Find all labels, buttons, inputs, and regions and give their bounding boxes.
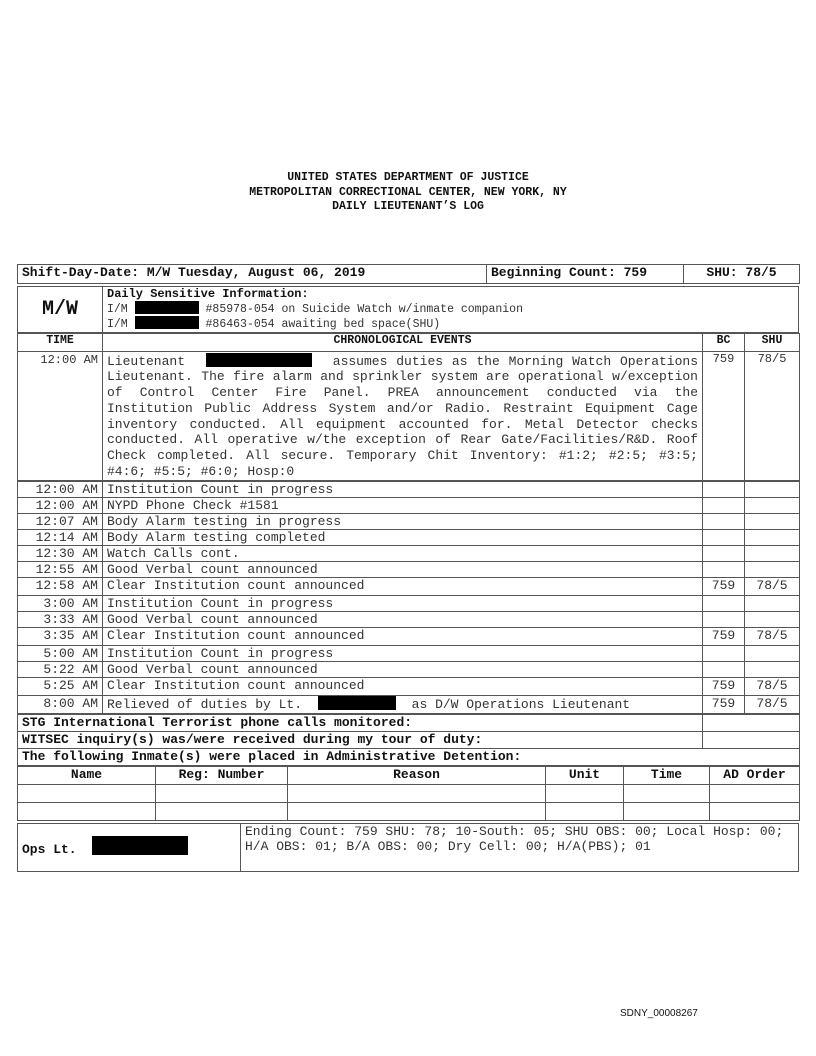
- table-row: [18, 645, 800, 661]
- ad-empty-row: [18, 784, 800, 802]
- document-header: [0, 171, 816, 215]
- event-shu: [745, 561, 800, 577]
- header-facility: METROPOLITAN CORRECTIONAL CENTER, NEW YORK, NY: [249, 185, 567, 199]
- event-description: Good Verbal count announced: [103, 561, 703, 577]
- event-description: Clear Institution count announced: [103, 577, 703, 595]
- event-time: 8:00 AM: [18, 695, 103, 713]
- redaction-block: [318, 696, 396, 710]
- col-events: CHRONOLOGICAL EVENTS: [103, 333, 703, 351]
- stg-note: STG International Terrorist phone calls monitored:: [18, 714, 703, 731]
- table-row: [18, 627, 800, 645]
- event-description: Watch Calls cont.: [103, 545, 703, 561]
- log-form: [17, 264, 799, 872]
- event-shu: 78/5: [745, 695, 800, 713]
- sensitive-line: I/M #85978-054 on Suicide Watch w/inmate companion: [107, 302, 523, 316]
- event-time: 5:22 AM: [18, 661, 103, 677]
- notes-table: [17, 714, 800, 766]
- event-time: 12:00 AM: [18, 481, 103, 497]
- event-time: 12:30 AM: [18, 545, 103, 561]
- event-bc: [703, 497, 745, 513]
- event-time: 3:00 AM: [18, 595, 103, 611]
- sensitive-line: I/M #86463-054 awaiting bed space(SHU): [107, 318, 441, 331]
- event-time: 3:33 AM: [18, 611, 103, 627]
- ad-note: The following Inmate(s) were placed in Administrative Detention:: [18, 748, 800, 765]
- event-description: Body Alarm testing completed: [103, 529, 703, 545]
- event-shu: [745, 645, 800, 661]
- redaction-block: [135, 301, 199, 314]
- event-description: Lieutenant assumes duties as the Morning Watch Operations Lieutenant. The fire alarm and sprinkler system are operational w/exception of Control Center Fire Panel. PREA announcement conducted via the Institution Public Address System and/or Radio. Restraint Equipment Cage inventory conducted. All equipment accounted for. Metal Detector checks conducted. All operative w/the exception of Rear Gate/Facilities/R&D. Roof Check completed. All secure. Temporary Chit Inventory: #1:2; #2:5; #3:5; #4:6; #5:5; #6:0; Hosp:0: [103, 351, 703, 480]
- table-row: [18, 661, 800, 677]
- ad-col-unit: Unit: [546, 766, 624, 784]
- table-row: [18, 529, 800, 545]
- table-row: [18, 351, 800, 480]
- col-time: TIME: [18, 333, 103, 351]
- sensitive-info: [17, 286, 799, 333]
- event-shu: [745, 481, 800, 497]
- event-bc: [703, 545, 745, 561]
- event-description: Clear Institution count announced: [103, 677, 703, 695]
- event-shu: [745, 611, 800, 627]
- event-shu: [745, 497, 800, 513]
- event-time: 5:25 AM: [18, 677, 103, 695]
- ad-col-reason: Reason: [288, 766, 546, 784]
- event-shu: 78/5: [745, 351, 800, 480]
- event-description: Good Verbal count announced: [103, 661, 703, 677]
- event-bc: [703, 513, 745, 529]
- event-time: 12:55 AM: [18, 561, 103, 577]
- event-description: Institution Count in progress: [103, 645, 703, 661]
- shift-code: M/W: [18, 287, 103, 333]
- redaction-block: [206, 353, 312, 367]
- event-bc: 759: [703, 577, 745, 595]
- ad-empty-row: [18, 802, 800, 820]
- event-shu: 78/5: [745, 577, 800, 595]
- events-table: [17, 333, 800, 481]
- redaction-block: [92, 836, 188, 855]
- event-bc: 759: [703, 351, 745, 480]
- event-shu: [745, 661, 800, 677]
- table-row: [18, 497, 800, 513]
- event-description: Institution Count in progress: [103, 595, 703, 611]
- col-bc: BC: [703, 333, 745, 351]
- col-shu: SHU: [745, 333, 800, 351]
- event-time: 12:14 AM: [18, 529, 103, 545]
- table-row: [18, 561, 800, 577]
- table-row: [18, 677, 800, 695]
- ops-lt: [18, 823, 241, 871]
- table-row: [18, 481, 800, 497]
- ending-count: Ending Count: 759 SHU: 78; 10-South: 05; SHU OBS: 00; Local Hosp: 00; H/A OBS: 01; B/A OBS: 00; Dry Cell: 00; H/A(PBS); 01: [241, 823, 799, 871]
- event-bc: [703, 561, 745, 577]
- event-bc: 759: [703, 695, 745, 713]
- event-description: Body Alarm testing in progress: [103, 513, 703, 529]
- summary-row: [17, 264, 800, 284]
- bates-number: SDNY_00008267: [620, 1008, 698, 1019]
- table-row: [18, 545, 800, 561]
- event-shu: 78/5: [745, 677, 800, 695]
- event-bc: 759: [703, 627, 745, 645]
- shu-count: SHU: 78/5: [684, 265, 800, 284]
- event-description: Clear Institution count announced: [103, 627, 703, 645]
- event-description: Relieved of duties by Lt. as D/W Operations Lieutenant: [103, 695, 703, 713]
- event-time: 3:35 AM: [18, 627, 103, 645]
- header-log-title: DAILY LIEUTENANT’S LOG: [332, 200, 484, 213]
- table-row: [18, 695, 800, 713]
- ad-col-name: Name: [18, 766, 156, 784]
- ad-col-time: Time: [624, 766, 710, 784]
- event-bc: 759: [703, 677, 745, 695]
- event-time: 12:00 AM: [18, 497, 103, 513]
- event-bc: [703, 481, 745, 497]
- event-time: 12:58 AM: [18, 577, 103, 595]
- event-bc: [703, 611, 745, 627]
- shift-day-date: Shift-Day-Date: M/W Tuesday, August 06, 2019: [18, 265, 487, 284]
- table-row: [18, 611, 800, 627]
- ops-table: [17, 823, 799, 872]
- header-agency: UNITED STATES DEPARTMENT OF JUSTICE: [287, 171, 529, 184]
- sensitive-title: Daily Sensitive Information:: [107, 287, 309, 301]
- ad-table: [17, 766, 800, 821]
- event-bc: [703, 595, 745, 611]
- event-bc: [703, 645, 745, 661]
- event-description: Institution Count in progress: [103, 481, 703, 497]
- event-description: NYPD Phone Check #1581: [103, 497, 703, 513]
- beginning-count: Beginning Count: 759: [487, 265, 684, 284]
- event-time: 5:00 AM: [18, 645, 103, 661]
- ad-col-reg: Reg: Number: [156, 766, 288, 784]
- event-description: Good Verbal count announced: [103, 611, 703, 627]
- event-time: 12:07 AM: [18, 513, 103, 529]
- table-row: [18, 595, 800, 611]
- witsec-note: WITSEC inquiry(s) was/were received during my tour of duty:: [18, 731, 703, 748]
- event-bc: [703, 529, 745, 545]
- events-table-rows: [17, 481, 800, 714]
- event-shu: [745, 513, 800, 529]
- event-bc: [703, 661, 745, 677]
- ad-col-order: AD Order: [710, 766, 800, 784]
- event-shu: 78/5: [745, 627, 800, 645]
- ops-lt-label: Ops Lt.: [22, 842, 77, 858]
- table-row: [18, 577, 800, 595]
- table-row: [18, 513, 800, 529]
- redaction-block: [135, 316, 199, 329]
- event-shu: [745, 529, 800, 545]
- event-time: 12:00 AM: [18, 351, 103, 480]
- event-shu: [745, 595, 800, 611]
- event-shu: [745, 545, 800, 561]
